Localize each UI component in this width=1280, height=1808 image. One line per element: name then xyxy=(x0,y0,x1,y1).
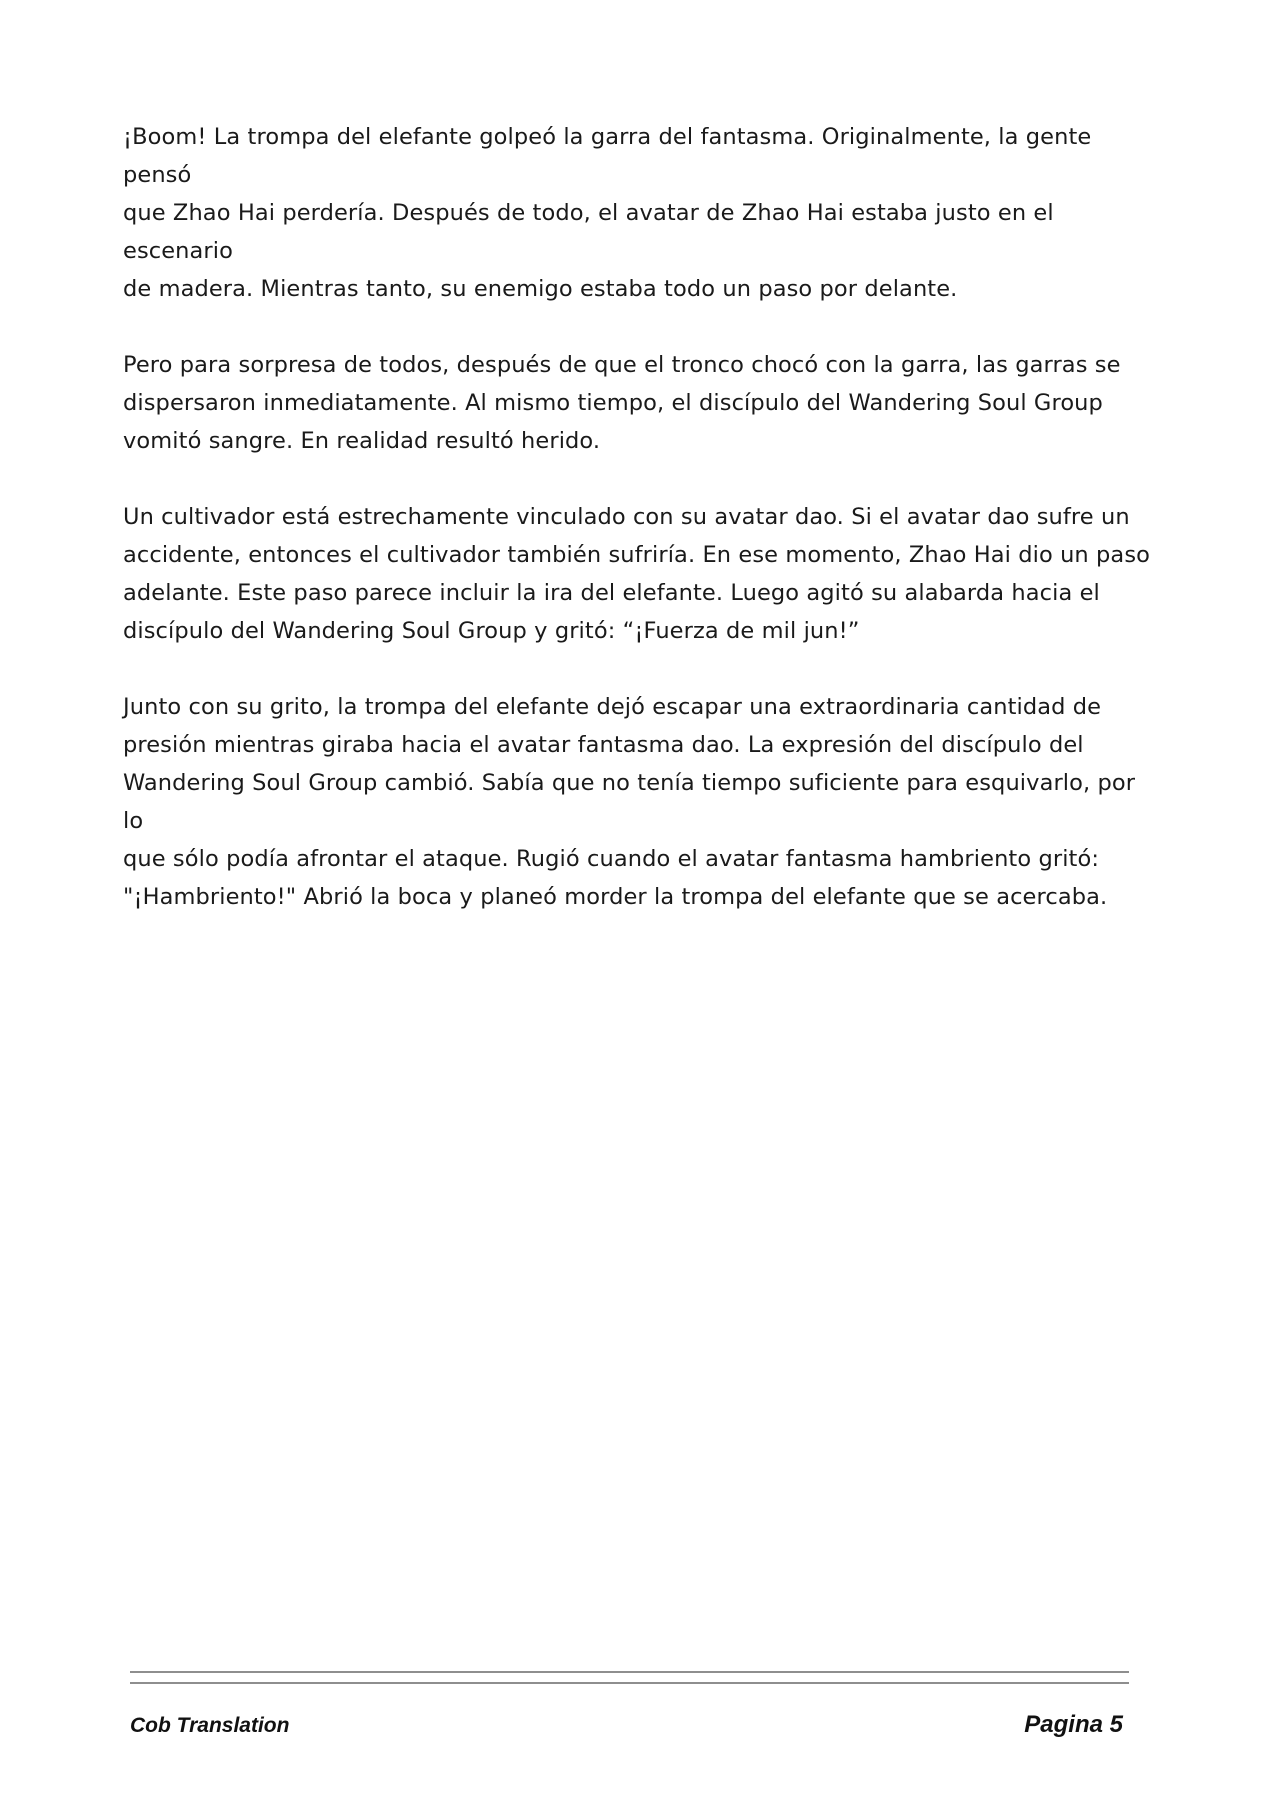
paragraph-2: Pero para sorpresa de todos, después de que el tronco chocó con la garra, las garras se dispersaron inmediatamente. Al mismo tiempo, el discípulo del Wandering Soul Group vomitó sangre. En realidad resultó herido. xyxy=(123,352,1121,454)
paragraph-3: Un cultivador está estrechamente vinculado con su avatar dao. Si el avatar dao sufre un accidente, entonces el cultivador también sufriría. En ese momento, Zhao Hai dio un paso adelante. Este paso parece incluir la ira del elefante. Luego agitó su alabarda hacia el discípulo del Wandering Soul Group y gritó: “¡Fuerza de mil jun!” xyxy=(123,504,1151,644)
footer-page-number: Pagina 5 xyxy=(1024,1711,1123,1738)
document-body xyxy=(123,118,1153,954)
footer-divider-bottom xyxy=(130,1682,1129,1684)
paragraph-1: ¡Boom! La trompa del elefante golpeó la garra del fantasma. Originalmente, la gente pensó que Zhao Hai perdería. Después de todo, el avatar de Zhao Hai estaba justo en el escenario de madera. Mientras tanto, su enemigo estaba todo un paso por delante. xyxy=(123,124,1092,302)
footer-divider-top xyxy=(130,1671,1129,1673)
paragraph-4: Junto con su grito, la trompa del elefante dejó escapar una extraordinaria cantidad de presión mientras giraba hacia el avatar fantasma dao. La expresión del discípulo del Wandering Soul Group cambió. Sabía que no tenía tiempo suficiente para esquivarlo, por lo que sólo podía afrontar el ataque. Rugió cuando el avatar fantasma hambriento gritó: "¡Hambriento!" Abrió la boca y planeó morder la trompa del elefante que se acercaba. xyxy=(123,694,1136,910)
footer-translator-credit: Cob Translation xyxy=(130,1714,290,1737)
